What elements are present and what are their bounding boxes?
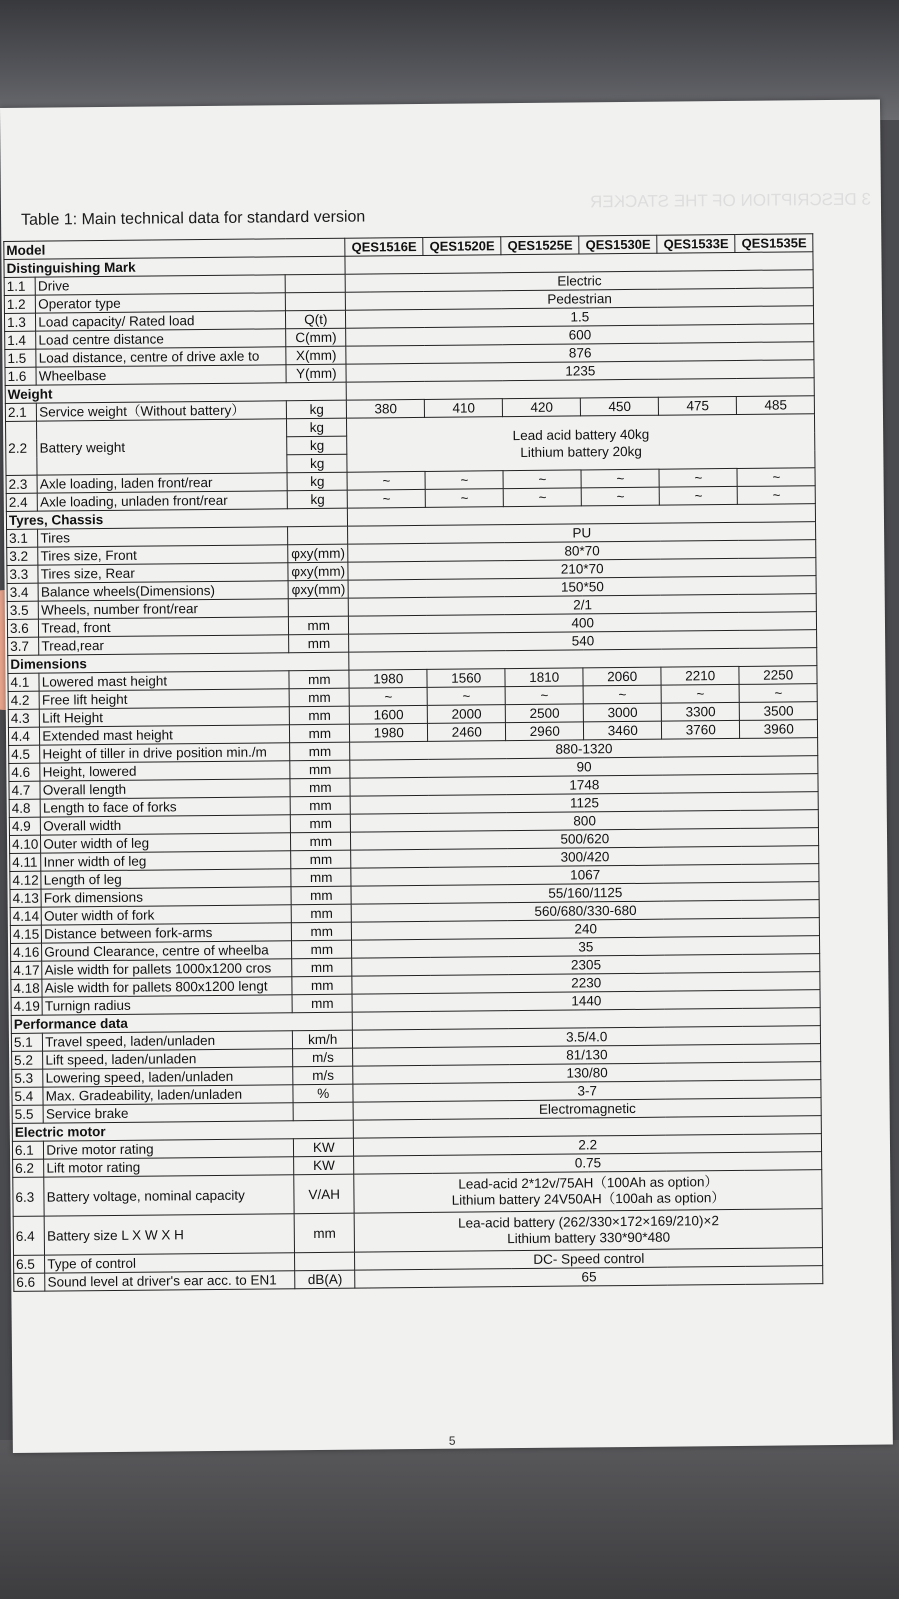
row-unit: km/h bbox=[293, 1030, 353, 1049]
row-value: 35 bbox=[352, 936, 820, 958]
row-value: DC- Speed control bbox=[355, 1248, 823, 1270]
row-value: 1.5 bbox=[346, 306, 814, 328]
model-value: 3300 bbox=[662, 702, 740, 721]
row-value: 2230 bbox=[352, 972, 820, 994]
model-value: 450 bbox=[581, 397, 659, 416]
row-unit: mm bbox=[290, 706, 350, 725]
row-label: Tires bbox=[38, 527, 288, 547]
row-label: Height, lowered bbox=[40, 761, 290, 781]
value-line: Lead-acid 2*12v/75AH（100Ah as option） bbox=[458, 1174, 719, 1192]
row-unit: mm bbox=[291, 814, 351, 833]
row-unit: mm bbox=[292, 958, 352, 977]
model-value: ~ bbox=[503, 470, 581, 489]
row-value: 240 bbox=[352, 918, 820, 940]
model-value: 2460 bbox=[428, 723, 506, 742]
row-label: Lowering speed, laden/unladen bbox=[43, 1067, 293, 1087]
row-number: 2.2 bbox=[6, 421, 38, 475]
row-number: 3.4 bbox=[7, 583, 38, 601]
row-number: 4.7 bbox=[9, 781, 40, 799]
row-number: 1.5 bbox=[5, 349, 36, 367]
row-number: 4.15 bbox=[10, 925, 41, 943]
row-label: Lift motor rating bbox=[44, 1157, 294, 1177]
row-number: 4.10 bbox=[9, 835, 40, 853]
section-title: Dimensions bbox=[8, 652, 349, 673]
value-line: Lead acid battery 40kg bbox=[512, 426, 650, 443]
row-value: 600 bbox=[346, 324, 814, 346]
model-header: QES1520E bbox=[423, 237, 501, 256]
row-label: Lowered mast height bbox=[39, 671, 289, 691]
row-label: Drive bbox=[35, 275, 285, 295]
model-value: 380 bbox=[347, 399, 425, 418]
model-value: ~ bbox=[427, 687, 505, 706]
row-number: 4.13 bbox=[10, 889, 41, 907]
row-label: Lift Height bbox=[40, 707, 290, 727]
row-label: Turnign radius bbox=[42, 995, 292, 1015]
row-label: Inner width of leg bbox=[41, 851, 291, 871]
model-value: ~ bbox=[505, 686, 583, 705]
model-value: 3960 bbox=[740, 720, 818, 739]
row-number: 4.17 bbox=[11, 961, 42, 979]
model-value: 420 bbox=[503, 398, 581, 417]
row-value: Electromagnetic bbox=[353, 1098, 821, 1120]
row-number: 6.2 bbox=[13, 1159, 44, 1177]
row-number: 4.6 bbox=[9, 763, 40, 781]
model-header: QES1525E bbox=[501, 236, 579, 255]
model-value: ~ bbox=[347, 489, 425, 508]
row-unit bbox=[289, 598, 349, 617]
row-unit: mm bbox=[291, 886, 351, 905]
row-label: Load capacity/ Rated load bbox=[36, 311, 286, 331]
row-number: 6.5 bbox=[14, 1255, 45, 1273]
row-unit: KW bbox=[294, 1156, 354, 1175]
row-unit: Y(mm) bbox=[286, 364, 346, 383]
row-label: Distance between fork-arms bbox=[42, 923, 292, 943]
row-unit: kg bbox=[287, 490, 347, 509]
row-label: Operator type bbox=[36, 293, 286, 313]
row-value: 300/420 bbox=[351, 846, 819, 868]
row-number: 4.5 bbox=[9, 745, 40, 763]
row-value bbox=[347, 414, 815, 472]
row-label: Tread,rear bbox=[39, 635, 289, 655]
row-unit: kg bbox=[287, 436, 347, 455]
row-label: Lift speed, laden/unladen bbox=[43, 1049, 293, 1069]
model-value: 485 bbox=[737, 396, 815, 415]
row-value: Pedestrian bbox=[346, 288, 814, 310]
model-value: ~ bbox=[581, 487, 659, 506]
value-line: Lithium battery 20kg bbox=[520, 443, 642, 460]
row-unit: mm bbox=[289, 634, 349, 653]
model-value: 3000 bbox=[584, 703, 662, 722]
row-value bbox=[354, 1209, 822, 1252]
row-value: 90 bbox=[350, 756, 818, 778]
row-unit: mm bbox=[290, 778, 350, 797]
row-value: 2.2 bbox=[354, 1134, 822, 1156]
row-number: 5.1 bbox=[11, 1033, 42, 1051]
model-value: ~ bbox=[425, 471, 503, 490]
row-label: Drive motor rating bbox=[44, 1139, 294, 1159]
spec-table-body bbox=[4, 234, 823, 1292]
row-label: Ground Clearance, centre of wheelba bbox=[42, 941, 292, 961]
row-value: 880-1320 bbox=[350, 738, 818, 760]
row-value: 0.75 bbox=[354, 1152, 822, 1174]
row-value: 81/130 bbox=[353, 1044, 821, 1066]
row-number: 4.8 bbox=[9, 799, 40, 817]
row-unit: C(mm) bbox=[286, 328, 346, 347]
row-value: 560/680/330-680 bbox=[351, 900, 819, 922]
row-label: Tread, front bbox=[39, 617, 289, 637]
model-value: 2000 bbox=[428, 705, 506, 724]
row-value: 1440 bbox=[352, 990, 820, 1012]
row-label: Axle loading, laden front/rear bbox=[37, 473, 287, 493]
row-unit: dB(A) bbox=[295, 1270, 355, 1289]
row-number: 4.1 bbox=[8, 673, 39, 691]
row-unit: φxy(mm) bbox=[288, 544, 348, 563]
row-number: 4.2 bbox=[8, 691, 39, 709]
row-unit: kg bbox=[287, 400, 347, 419]
model-header: QES1533E bbox=[657, 234, 735, 253]
row-number: 6.3 bbox=[13, 1177, 45, 1216]
row-label: Balance wheels(Dimensions) bbox=[38, 581, 288, 601]
model-value: ~ bbox=[661, 684, 739, 703]
row-number: 3.7 bbox=[8, 637, 39, 655]
row-number: 1.1 bbox=[4, 277, 35, 295]
row-number: 5.2 bbox=[12, 1051, 43, 1069]
row-label: Battery weight bbox=[37, 419, 288, 475]
model-header: QES1535E bbox=[735, 234, 813, 253]
row-value: 80*70 bbox=[348, 540, 816, 562]
row-label: Outer width of leg bbox=[41, 833, 291, 853]
row-number: 1.2 bbox=[4, 295, 35, 313]
model-value: ~ bbox=[737, 486, 815, 505]
row-number: 3.6 bbox=[7, 619, 38, 637]
row-number: 4.16 bbox=[11, 943, 42, 961]
model-value: 1560 bbox=[427, 669, 505, 688]
row-number: 5.3 bbox=[12, 1069, 43, 1087]
section-title: Electric motor bbox=[12, 1120, 353, 1141]
row-unit bbox=[288, 526, 348, 545]
model-value: 475 bbox=[659, 396, 737, 415]
row-number: 6.6 bbox=[14, 1273, 45, 1291]
row-unit: mm bbox=[289, 688, 349, 707]
row-label: Travel speed, laden/unladen bbox=[43, 1031, 293, 1051]
model-value: 2960 bbox=[506, 722, 584, 741]
row-value: 2/1 bbox=[349, 594, 817, 616]
section-title: Tyres, Chassis bbox=[6, 508, 347, 529]
model-value: 410 bbox=[425, 399, 503, 418]
section-title: Weight bbox=[5, 382, 346, 403]
row-unit: m/s bbox=[293, 1066, 353, 1085]
row-number: 1.4 bbox=[5, 331, 36, 349]
row-value: 800 bbox=[351, 810, 819, 832]
row-label: Overall width bbox=[41, 815, 291, 835]
model-value: ~ bbox=[503, 488, 581, 507]
row-value: 876 bbox=[346, 342, 814, 364]
row-label: Load centre distance bbox=[36, 329, 286, 349]
row-number: 4.9 bbox=[9, 817, 40, 835]
model-label: Model bbox=[4, 238, 345, 259]
row-unit: φxy(mm) bbox=[288, 562, 348, 581]
model-value: ~ bbox=[659, 486, 737, 505]
row-unit: kg bbox=[287, 472, 347, 491]
row-label: Aisle width for pallets 800x1200 lengt bbox=[42, 977, 292, 997]
model-value: 2500 bbox=[506, 704, 584, 723]
row-label: Max. Gradeability, laden/unladen bbox=[43, 1085, 293, 1105]
model-value: ~ bbox=[425, 489, 503, 508]
row-unit: m/s bbox=[293, 1048, 353, 1067]
row-unit bbox=[295, 1252, 355, 1271]
row-value: 1125 bbox=[350, 792, 818, 814]
row-number: 4.12 bbox=[10, 871, 41, 889]
row-unit: mm bbox=[291, 868, 351, 887]
row-unit: mm bbox=[289, 616, 349, 635]
row-value: 55/160/1125 bbox=[351, 882, 819, 904]
table-caption: Table 1: Main technical data for standard version bbox=[20, 208, 366, 229]
row-value: 150*50 bbox=[348, 576, 816, 598]
row-unit: mm bbox=[290, 796, 350, 815]
row-number: 5.4 bbox=[12, 1087, 43, 1105]
row-value: 1067 bbox=[351, 864, 819, 886]
row-unit bbox=[286, 292, 346, 311]
row-label: Aisle width for pallets 1000x1200 cros bbox=[42, 959, 292, 979]
row-unit: V/AH bbox=[294, 1174, 354, 1214]
row-unit: mm bbox=[291, 850, 351, 869]
model-value: 3460 bbox=[584, 721, 662, 740]
model-value: ~ bbox=[347, 471, 425, 490]
row-value: 500/620 bbox=[351, 828, 819, 850]
row-unit: mm bbox=[294, 1213, 354, 1253]
value-line: Lithium battery 24V50AH（100ah as option） bbox=[451, 1190, 725, 1208]
row-label: Load distance, centre of drive axle to bbox=[36, 347, 286, 367]
row-number: 1.3 bbox=[4, 313, 35, 331]
spec-table bbox=[3, 233, 823, 1292]
background-bottom bbox=[0, 1440, 899, 1599]
row-number: 6.1 bbox=[12, 1141, 43, 1159]
row-label: Service weight（Without battery） bbox=[37, 401, 287, 421]
row-unit: mm bbox=[290, 742, 350, 761]
row-number: 4.14 bbox=[10, 907, 41, 925]
row-unit: mm bbox=[292, 994, 352, 1013]
row-unit: mm bbox=[291, 904, 351, 923]
row-label: Free lift height bbox=[39, 689, 289, 709]
model-value: ~ bbox=[737, 468, 815, 487]
row-label: Height of tiller in drive position min./m bbox=[40, 743, 290, 763]
row-label: Tires size, Front bbox=[38, 545, 288, 565]
row-unit: % bbox=[293, 1084, 353, 1103]
row-label: Fork dimensions bbox=[41, 887, 291, 907]
row-number: 4.11 bbox=[10, 853, 41, 871]
row-unit: mm bbox=[290, 760, 350, 779]
row-label: Service brake bbox=[43, 1103, 293, 1123]
model-header: QES1530E bbox=[579, 235, 657, 254]
row-unit bbox=[293, 1102, 353, 1121]
row-number: 4.19 bbox=[11, 997, 42, 1015]
document-page bbox=[0, 100, 893, 1453]
row-label: Length of leg bbox=[41, 869, 291, 889]
row-unit: mm bbox=[290, 724, 350, 743]
row-label: Axle loading, unladen front/rear bbox=[37, 491, 287, 511]
row-value: 1748 bbox=[350, 774, 818, 796]
row-value: Electric bbox=[345, 270, 813, 292]
model-value: ~ bbox=[581, 469, 659, 488]
row-unit: mm bbox=[292, 976, 352, 995]
row-value bbox=[354, 1170, 822, 1213]
model-value: 1600 bbox=[350, 705, 428, 724]
row-unit: kg bbox=[287, 418, 347, 437]
row-value: 2305 bbox=[352, 954, 820, 976]
row-unit: φxy(mm) bbox=[288, 580, 348, 599]
row-unit: mm bbox=[291, 832, 351, 851]
row-number: 4.4 bbox=[8, 727, 39, 745]
model-value: 3500 bbox=[740, 702, 818, 721]
row-number: 5.5 bbox=[12, 1105, 43, 1123]
row-number: 2.4 bbox=[6, 493, 37, 511]
row-label: Extended mast height bbox=[40, 725, 290, 745]
row-label: Battery voltage, nominal capacity bbox=[44, 1175, 294, 1216]
row-unit bbox=[285, 274, 345, 293]
row-unit: Q(t) bbox=[286, 310, 346, 329]
section-title: Performance data bbox=[11, 1012, 352, 1033]
model-value: ~ bbox=[659, 468, 737, 487]
row-value: 1235 bbox=[346, 360, 814, 382]
row-number: 4.3 bbox=[8, 709, 39, 727]
model-value: 1980 bbox=[349, 669, 427, 688]
row-unit: kg bbox=[287, 454, 347, 473]
row-value: 130/80 bbox=[353, 1062, 821, 1084]
row-unit: KW bbox=[294, 1138, 354, 1157]
model-value: 3760 bbox=[662, 720, 740, 739]
row-unit: mm bbox=[292, 922, 352, 941]
row-number: 3.1 bbox=[7, 529, 38, 547]
section-title: Distinguishing Mark bbox=[4, 256, 345, 277]
row-label: Sound level at driver's ear acc. to EN1 bbox=[45, 1271, 295, 1291]
model-value: ~ bbox=[739, 684, 817, 703]
value-line: Lithium battery 330*90*480 bbox=[507, 1229, 671, 1247]
row-value: 3.5/4.0 bbox=[353, 1026, 821, 1048]
row-number: 3.5 bbox=[7, 601, 38, 619]
row-value: 540 bbox=[349, 630, 817, 652]
row-label: Battery size L X W X H bbox=[44, 1214, 294, 1255]
row-label: Type of control bbox=[45, 1253, 295, 1273]
row-number: 1.6 bbox=[5, 367, 36, 385]
row-unit: mm bbox=[289, 670, 349, 689]
row-value: 65 bbox=[355, 1266, 823, 1288]
value-line: Lea-acid battery (262/330×172×169/210)×2 bbox=[458, 1213, 719, 1231]
model-value: 1810 bbox=[505, 668, 583, 687]
row-label: Overall length bbox=[40, 779, 290, 799]
row-value: 3-7 bbox=[353, 1080, 821, 1102]
model-value: 2250 bbox=[739, 666, 817, 685]
model-value: 2060 bbox=[583, 667, 661, 686]
model-value: ~ bbox=[583, 685, 661, 704]
row-label: Tires size, Rear bbox=[38, 563, 288, 583]
row-label: Outer width of fork bbox=[41, 905, 291, 925]
row-number: 4.18 bbox=[11, 979, 42, 997]
row-number: 2.3 bbox=[6, 475, 37, 493]
page-number: 5 bbox=[448, 1433, 456, 1448]
row-number: 3.2 bbox=[7, 547, 38, 565]
row-value: PU bbox=[348, 522, 816, 544]
row-number: 6.4 bbox=[13, 1216, 45, 1255]
row-label: Length to face of forks bbox=[40, 797, 290, 817]
row-unit: mm bbox=[292, 940, 352, 959]
model-value: ~ bbox=[349, 687, 427, 706]
model-header: QES1516E bbox=[345, 237, 423, 256]
row-label: Wheels, number front/rear bbox=[39, 599, 289, 619]
row-value: 210*70 bbox=[348, 558, 816, 580]
row-label: Wheelbase bbox=[36, 365, 286, 385]
model-value: 1980 bbox=[350, 723, 428, 742]
bleed-through-text: 3 DESCRIPTION OF THE STACKER bbox=[589, 189, 872, 212]
row-number: 2.1 bbox=[5, 403, 36, 421]
row-unit: X(mm) bbox=[286, 346, 346, 365]
row-value: 400 bbox=[349, 612, 817, 634]
row-number: 3.3 bbox=[7, 565, 38, 583]
model-value: 2210 bbox=[661, 666, 739, 685]
